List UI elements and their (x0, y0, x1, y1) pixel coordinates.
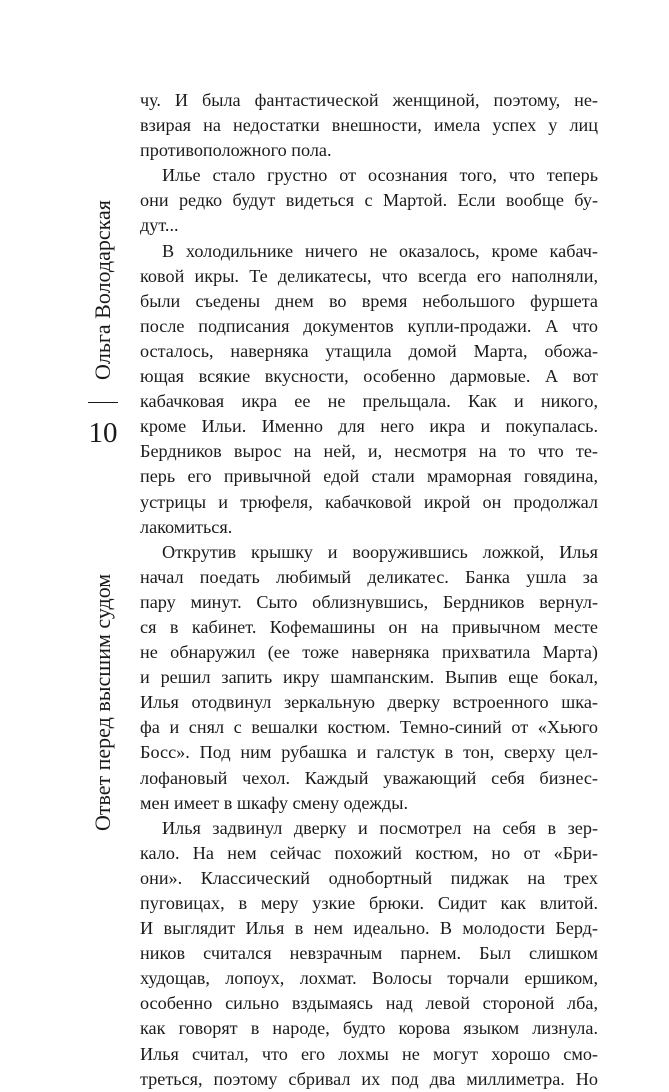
text-line: кроме Ильи. Именно для него икра и покупалась. (140, 416, 598, 437)
text-line: осталось, наверняка утащила домой Марта, обожа- (140, 340, 598, 361)
text-line: особенно сильно вздымаясь над левой стороной лба, (140, 993, 598, 1014)
text-line: треться, поэтому сбривал их под два миллиметра. Но (140, 1068, 598, 1089)
page-sidebar (78, 180, 128, 970)
page-number: 10 (88, 417, 118, 449)
text-line: лакомиться. (140, 516, 233, 537)
text-line: после подписания документов купли-продажи. А что (140, 315, 598, 336)
running-head-author: Ольга Володарская (90, 200, 115, 380)
text-line: ющая всякие вкусности, особенно дармовые. А вот (140, 366, 598, 387)
text-line: мен имеет в шкафу смену одежды. (140, 792, 408, 813)
text-line: не обнаружил (ее тоже наверняка прихватила Марта) (140, 642, 598, 663)
running-head-book-title: Ответ перед высшим судом (90, 573, 115, 831)
text-line: лофановый чехол. Каждый уважающий себя бизнес- (140, 767, 598, 788)
text-line: они редко будут видеться с Мартой. Если вообще бу- (140, 190, 598, 211)
text-line: дут... (140, 215, 179, 236)
text-line: перь его привычной едой стали мраморная говядина, (140, 466, 598, 487)
text-line: Илья задвинул дверку и посмотрел на себя в зер- (162, 817, 598, 838)
text-line: ковой икры. Те деликатесы, что всегда его наполняли, (140, 265, 598, 286)
text-line: чу. И была фантастической женщиной, поэтому, не- (140, 90, 598, 110)
text-line: ся в кабинет. Кофемашины он на привычном месте (140, 616, 598, 637)
text-line: худощав, лопоух, лохмат. Волосы торчали ершиком, (140, 968, 598, 989)
text-line: Илье стало грустно от осознания того, что теперь (162, 165, 598, 186)
sidebar-divider (88, 402, 118, 403)
text-line: взирая на недостатки внешности, имела успех у лиц (140, 115, 598, 136)
text-line: ников считался невзрачным парнем. Был слишком (140, 943, 598, 964)
text-line: Босс». Под ним рубашка и галстук в тон, сверху цел- (140, 742, 598, 763)
text-line: Илья отодвинул зеркальную дверку встроенного шка- (140, 692, 598, 713)
text-line: пуговицах, в меру узкие брюки. Сидит как влитой. (140, 893, 598, 913)
text-line: В холодильнике ничего не оказалось, кроме кабач- (162, 240, 598, 261)
text-line: Бердников вырос на ней, и, несмотря на то что те- (140, 441, 598, 462)
text-line: и решил запить икру шампанским. Выпив еще бокал, (140, 667, 598, 688)
body-text (140, 88, 598, 1092)
text-line: как говорят в народе, будто корова языком лизнула. (140, 1018, 598, 1039)
text-line: И выглядит Илья в нем идеально. В молодости Берд- (140, 918, 598, 939)
text-line: фа и снял с вешалки костюм. Темно-синий от «Хьюго (140, 717, 598, 738)
text-line: они». Классический однобортный пиджак на трех (140, 867, 598, 888)
text-line: кало. На нем сейчас похожий костюм, но от «Бри- (140, 842, 598, 863)
text-line: кабачковая икра ее не прельщала. Как и никого, (140, 391, 598, 412)
text-line: противоположного пола. (140, 140, 332, 161)
text-line: Илья считал, что его лохмы не могут хорошо смо- (140, 1043, 598, 1064)
text-line: пару минут. Сыто облизнувшись, Бердников вернул- (140, 591, 598, 612)
text-line: были съедены днем во время небольшого фуршета (140, 290, 598, 311)
text-line: устрицы и трюфеля, кабачковой икрой он продолжал (140, 491, 598, 512)
text-line: начал поедать любимый деликатес. Банка ушла за (140, 566, 598, 587)
text-line: Открутив крышку и вооружившись ложкой, Илья (162, 541, 598, 562)
